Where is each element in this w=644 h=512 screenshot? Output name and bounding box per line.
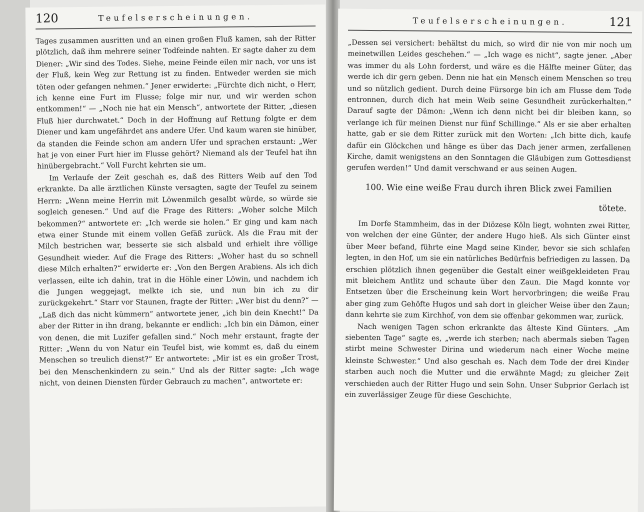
right-page [334, 9, 642, 512]
paragraph: Nach wenigen Tagen schon erkrankte das älteste Kind Günters. „Am siebenten Tage“ sagte es, „werde ich sterben; nach abermals sieben Tagen stirbt meine Schwester Dirina und wiederum nach einer Woche meine kleinste Schwester.“ Und also geschah es. Nach dem Tode der drei Kinder starben auch noch die Mutter und die erwähnte Magd; zu gleicher Zeit verschieden auch der Ritter Hugo und sein Sohn. Unser Subprior Gerlach ist ein zuverlässiger Zeuge für diese Geschichte. [344, 321, 630, 401]
section-heading-continuation: tötete. [598, 202, 627, 214]
right-page-header [348, 9, 632, 33]
paragraph: Tages zusammen ausritten und an einen großen Fluß kamen, sah der Ritter plötzlich, daß ihm mehrere seiner Todfeinde nahten. Er sagte daher zu dem Diener: „Wir sind des Todes. Siehe, meine Feinde eilen mir nach, vor uns ist der Fluß, kein Weg zur Rettung ist zu finden. Entweder werden sie mich töten oder gefangen nehmen.“ Jener erwiderte: „Fürchte dich nicht, o Herr, ich kenne eine Furt im Flusse; folge mir nur, und wir werden schon entkommen!“ — „Noch nie hat ein Mensch“, antwortete der Ritter, „diesen Fluß hier durchwatet.“ Doch in der Hoffnung auf Rettung folgte er dem Diener und kam ungefährdet ans andere Ufer. Und kaum waren sie hinüber, da standen die Feinde schon am andern Ufer und sprachen erstaunt: „Wer hat je von einer Furt hier im Flusse gehört? Niemand als der Teufel hat ihn hinübergebracht.“ Voll Furcht kehrten sie um. [35, 33, 317, 171]
paragraph: Im Verlaufe der Zeit geschah es, daß des Ritters Weib auf den Tod erkrankte. Da alle ärztlichen Künste versagten, sagte der Teufel zu seinem Herrn: „Wenn meine Herrin mit Löwenmilch gesalbt würde, so würde sie sogleich genesen.“ Und auf die Frage des Ritters: „Woher solche Milch bekommen?“ antwortete er: „Ich werde sie holen.“ Er ging und kam nach etwa einer Stunde mit einem vollen Gefäß zurück. Als die Frau mit der Milch bestrichen war, besserte sie sich alsbald und erhielt ihre völlige Gesundheit wieder. Auf die Frage des Ritters: „Woher hast du so schnell diese Milch erhalten?“ erwiderte er: „Von den Bergen Arabiens. Als ich dich verlassen, eilte ich dahin, trat in die Höhle einer Löwin, und nachdem ich die Jungen weggejagt, melkte ich sie, und nun bin ich zu dir zurückgekehrt.“ Starr vor Staunen, fragte der Ritter: „Wer bist du denn?“ — „Laß dich das nicht kümmern“ antwortete jener, „ich bin dein Knecht!“ Da aber der Ritter in ihn drang, bekannte er endlich: „Ich bin ein Dämon, einer von denen, die mit Luzifer gefallen sind.“ Noch mehr erstaunt, fragte der Ritter: „Wenn du von Natur ein Teufel bist, wie kommt es, daß du einem Menschen so treulich dienst?“ Er antwortete: „Mir ist es ein großer Trost, bei den Menschenkindern zu sein.“ Und als der Ritter sagte: „Ich wage nicht, von deinen Diensten fürder Gebrauch zu machen“, antwortete er: [37, 170, 320, 388]
section-heading: 100. Wie eine weiße Frau durch ihren Blick zwei Familien [365, 181, 612, 194]
running-head: Teufelserscheinungen. [412, 16, 568, 27]
paragraph: „Dessen sei versichert: behältst du mich, so wird dir nie von mir noch um meinetwillen Leides geschehen.“ — „Ich wage es nicht“, sagte jener. „Aber was immer du als Lohn forderst, und wäre es die Hälfte meiner Güter, das werde ich dir gern geben. Denn nie hat ein Mensch einem Menschen so treu und so nützlich gedient. Durch deine Fürsorge bin ich am Flusse dem Tode entronnen, durch dich hat mein Weib seine Gesundheit zurückerhalten.“ Darauf sagte der Dämon: „Wenn ich denn nicht bei dir bleiben kann, so verlange ich für meinen Dienst nur fünf Schillinge.“ Als er sie aber erhalten hatte, gab er sie dem Ritter zurück mit den Worten: „Ich bitte dich, kaufe dafür ein Glöckchen und hänge es über das Dach jener armen, zerfallenen Kirche, damit wenigstens an den Sonntagen die Gläubigen zum Gottesdienst gerufen werden!“ Und damit verschwand er aus seinen Augen. [346, 37, 632, 175]
right-page-body [335, 31, 642, 403]
left-page [25, 4, 330, 509]
left-page-body [26, 26, 330, 389]
left-page-header [35, 5, 315, 30]
running-head: Teufelserscheinungen. [98, 12, 253, 23]
paragraph: Im Dorfe Stammheim, das in der Diözese Köln liegt, wohnten zwei Ritter, von welchen der eine Günter, der andere Hugo hieß. Als sich Günter einst über Meer befand, führte eine Magd seine Kinder, bevor sie sich schlafen legten, in den Hof, um sie ein natürliches Bedürfnis befriedigen zu lassen. Da erschien plötzlich ihnen gegenüber die Gestalt einer weißgekleideten Frau mit bleichem Antlitz und schaute über den Zaun. Die Magd konnte vor Entsetzen über die Erscheinung kein Wort hervorbringen; die weiße Frau aber ging zum Gehöfte Hugos und sah dort in gleicher Weise über den Zaun; dann kehrte sie zum Kirchhof, von dem sie offenbar gekommen war, zurück. [345, 218, 631, 322]
page-number: 120 [35, 11, 59, 26]
page-number: 121 [609, 15, 633, 30]
